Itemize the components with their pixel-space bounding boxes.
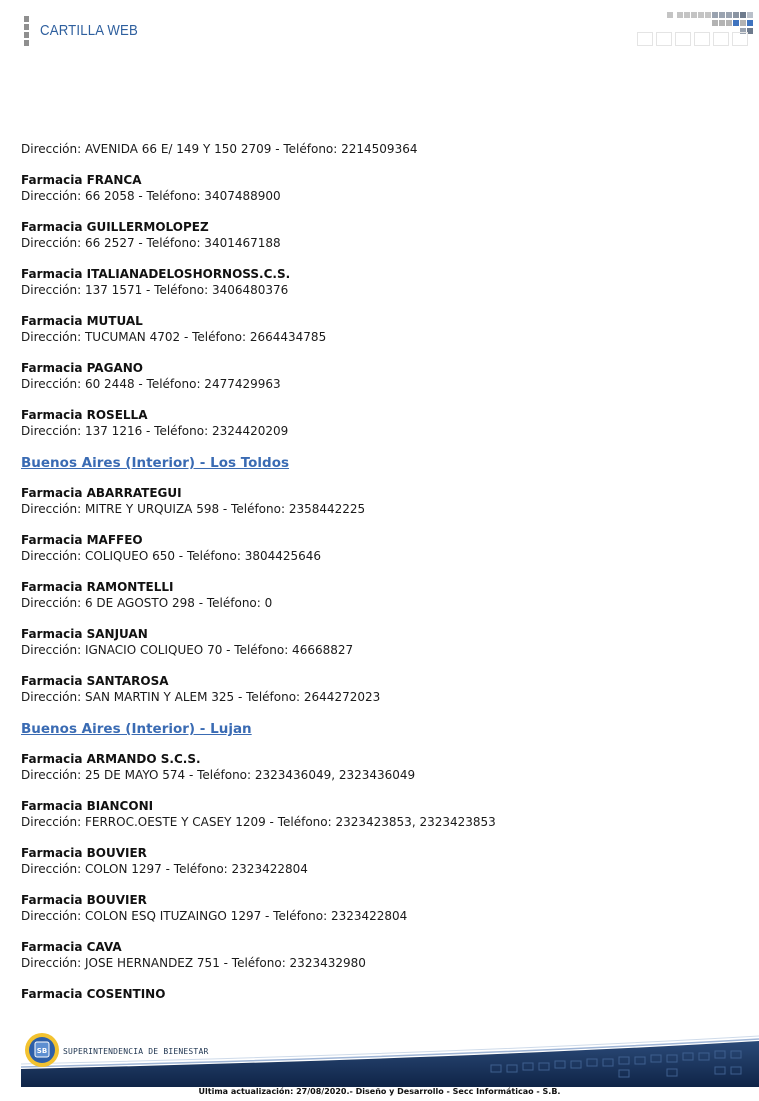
pharmacy-entry <box>21 986 741 1002</box>
header-grid-outline <box>656 32 672 46</box>
pharmacy-list <box>21 141 741 1002</box>
header-grid-square <box>740 20 746 26</box>
pharmacy-entry <box>21 360 741 393</box>
pharmacy-name: Farmacia RAMONTELLI <box>21 580 174 594</box>
pharmacy-address: Dirección: 66 2527 - Teléfono: 3401467188 <box>21 236 281 250</box>
pharmacy-entry <box>21 219 741 252</box>
pharmacy-address: Dirección: FERROC.OESTE Y CASEY 1209 - Teléfono: 2323423853, 2323423853 <box>21 815 496 829</box>
header-grid-square <box>733 12 739 18</box>
header-grid-square <box>747 20 753 26</box>
pharmacy-name: Farmacia MUTUAL <box>21 314 143 328</box>
header-grid-square <box>740 12 746 18</box>
header-grid-square <box>684 12 690 18</box>
pharmacy-name: Farmacia BOUVIER <box>21 846 147 860</box>
header-grid-outline <box>675 32 691 46</box>
pharmacy-entry <box>21 407 741 440</box>
pharmacy-entry <box>21 939 741 972</box>
pharmacy-address: Dirección: 6 DE AGOSTO 298 - Teléfono: 0 <box>21 596 273 610</box>
header-grid-outline <box>637 32 653 46</box>
pharmacy-entry <box>21 266 741 299</box>
pharmacy-name: Farmacia PAGANO <box>21 361 143 375</box>
pharmacy-entry <box>21 532 741 565</box>
pharmacy-name: Farmacia BOUVIER <box>21 893 147 907</box>
footer-banner <box>21 1025 759 1087</box>
page-title: CARTILLA WEB <box>40 22 138 39</box>
header-grid-square <box>705 12 711 18</box>
header-accent-bar <box>24 16 29 46</box>
header-grid-square <box>726 20 732 26</box>
pharmacy-entry <box>21 626 741 659</box>
pharmacy-name: Farmacia SANJUAN <box>21 627 148 641</box>
header-grid-outline <box>694 32 710 46</box>
pharmacy-address: Dirección: IGNACIO COLIQUEO 70 - Teléfono: 46668827 <box>21 643 354 657</box>
pharmacy-name: Farmacia SANTAROSA <box>21 674 169 688</box>
pharmacy-name: Farmacia BIANCONI <box>21 799 154 813</box>
header-grid-square <box>677 12 683 18</box>
pharmacy-address: Dirección: SAN MARTIN Y ALEM 325 - Teléfono: 2644272023 <box>21 690 381 704</box>
section-heading-link[interactable]: Buenos Aires (Interior) - Lujan <box>21 721 252 737</box>
pharmacy-name: Farmacia ABARRATEGUI <box>21 486 182 500</box>
pharmacy-address: Dirección: COLIQUEO 650 - Teléfono: 3804425646 <box>21 549 322 563</box>
entry-address: Dirección: AVENIDA 66 E/ 149 Y 150 2709 - Teléfono: 2214509364 <box>21 142 418 156</box>
pharmacy-name: Farmacia ARMANDO S.C.S. <box>21 752 201 766</box>
footer-organization: SUPERINTENDENCIA DE BIENESTAR <box>63 1047 209 1056</box>
pharmacy-entry <box>21 845 741 878</box>
header-grid-square <box>733 20 739 26</box>
institution-logo-icon <box>24 1032 60 1068</box>
header-grid-square <box>667 12 673 18</box>
pharmacy-address: Dirección: 25 DE MAYO 574 - Teléfono: 2323436049, 2323436049 <box>21 768 416 782</box>
last-update-text: Ultima actualización: 27/08/2020.- Diseño y Desarrollo - Secc Informáticao - S.B. <box>198 1087 561 1096</box>
header-grid-square <box>712 20 718 26</box>
pharmacy-entry <box>21 892 741 925</box>
pharmacy-address: Dirección: JOSE HERNANDEZ 751 - Teléfono: 2323432980 <box>21 956 366 970</box>
page-footer <box>0 1025 759 1101</box>
pharmacy-entry <box>21 172 741 205</box>
section-heading-link[interactable]: Buenos Aires (Interior) - Los Toldos <box>21 455 290 471</box>
pharmacy-address: Dirección: 66 2058 - Teléfono: 3407488900 <box>21 189 281 203</box>
header-grid-square <box>726 12 732 18</box>
pharmacy-address: Dirección: 137 1571 - Teléfono: 3406480376 <box>21 283 289 297</box>
header-grid-square <box>698 12 704 18</box>
header-grid-outline <box>713 32 729 46</box>
pharmacy-name: Farmacia GUILLERMOLOPEZ <box>21 220 209 234</box>
header-grid-square <box>691 12 697 18</box>
header-grid-square <box>719 12 725 18</box>
pharmacy-entry <box>21 673 741 706</box>
pharmacy-address: Dirección: 60 2448 - Teléfono: 2477429963 <box>21 377 281 391</box>
pharmacy-address: Dirección: COLON ESQ ITUZAINGO 1297 - Teléfono: 2323422804 <box>21 909 408 923</box>
header-grid-square <box>719 20 725 26</box>
pharmacy-address: Dirección: MITRE Y URQUIZA 598 - Teléfono: 2358442225 <box>21 502 366 516</box>
pharmacy-name: Farmacia COSENTINO <box>21 987 166 1001</box>
pharmacy-name: Farmacia ROSELLA <box>21 408 148 422</box>
pharmacy-name: Farmacia CAVA <box>21 940 122 954</box>
pharmacy-entry <box>21 313 741 346</box>
header-decoration-grid <box>637 12 759 48</box>
pharmacy-name: Farmacia ITALIANADELOSHORNOSS.C.S. <box>21 267 291 281</box>
logo-text: SB <box>36 1047 48 1055</box>
pharmacy-entry <box>21 579 741 612</box>
pharmacy-name: Farmacia MAFFEO <box>21 533 143 547</box>
pharmacy-entry <box>21 485 741 518</box>
pharmacy-address: Dirección: 137 1216 - Teléfono: 2324420209 <box>21 424 289 438</box>
pharmacy-entry <box>21 798 741 831</box>
page-header <box>0 0 759 60</box>
header-grid-square <box>747 12 753 18</box>
header-grid-outline <box>732 32 748 46</box>
pharmacy-name: Farmacia FRANCA <box>21 173 142 187</box>
pharmacy-entry <box>21 751 741 784</box>
pharmacy-address: Dirección: TUCUMAN 4702 - Teléfono: 2664434785 <box>21 330 327 344</box>
header-grid-square <box>712 12 718 18</box>
pharmacy-address: Dirección: COLON 1297 - Teléfono: 2323422804 <box>21 862 308 876</box>
